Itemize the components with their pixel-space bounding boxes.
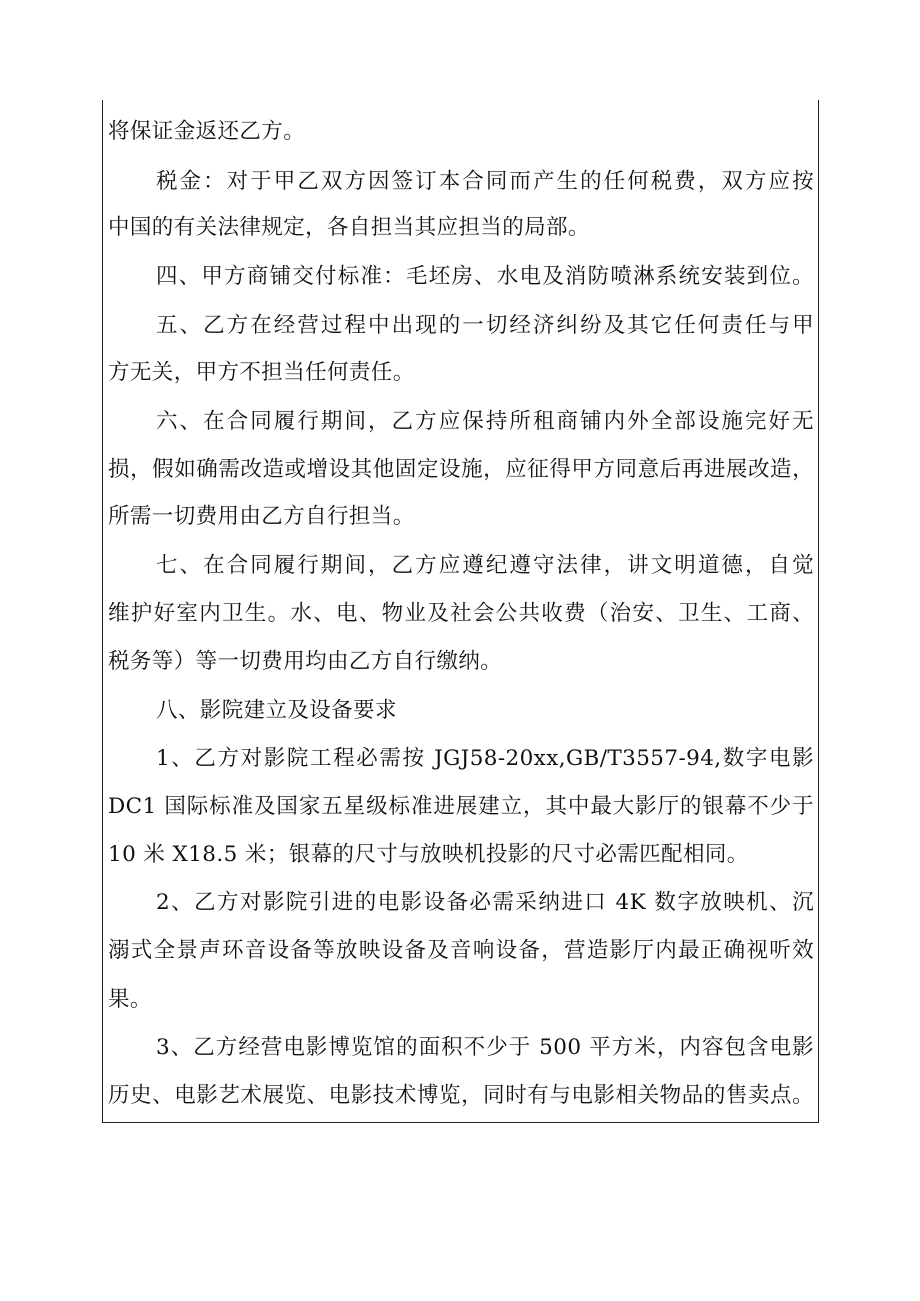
- text-line: 3、乙方经营电影博览馆的面积不少于 500 平方米，内容包含电影: [156, 1035, 814, 1060]
- text-line: 六、在合同履行期间，乙方应保持所租商铺内外全部设施完好无: [156, 409, 814, 434]
- text-line: 果。: [108, 987, 152, 1012]
- text-line: DC1 国际标准及国家五星级标准进展建立，其中最大影厅的银幕不少于: [108, 794, 814, 819]
- text-line: 中国的有关法律规定，各自担当其应担当的局部。: [108, 215, 590, 240]
- text-line: 八、影院建立及设备要求: [156, 698, 397, 723]
- text-line: 2、乙方对影院引进的电影设备必需采纳进口 4K 数字放映机、沉: [156, 890, 814, 915]
- text-line: 四、甲方商铺交付标准：毛坯房、水电及消防喷淋系统安装到位。: [156, 264, 814, 289]
- text-line: 损，假如确需改造或增设其他固定设施，应征得甲方同意后再进展改造，: [108, 457, 814, 482]
- text-line: 溺式全景声环音设备等放映设备及音响设备，营造影厅内最正确视听效: [108, 938, 814, 963]
- text-line: 1、乙方对影院工程必需按 JGJ58-20xx,GB/T3557-94,数字电影: [156, 746, 814, 771]
- text-line: 10 米 X18.5 米；银幕的尺寸与放映机投影的尺寸必需匹配相同。: [108, 842, 749, 867]
- text-line: 历史、电影艺术展览、电影技术博览，同时有与电影相关物品的售卖点。: [108, 1083, 814, 1108]
- text-line: 五、乙方在经营过程中出现的一切经济纠纷及其它任何责任与甲: [156, 313, 814, 338]
- text-line: 将保证金返还乙方。: [108, 119, 306, 144]
- text-line: 七、在合同履行期间，乙方应遵纪遵守法律，讲文明道德，自觉: [156, 553, 814, 578]
- text-line: 方无关，甲方不担当任何责任。: [108, 360, 415, 385]
- text-line: 税务等）等一切费用均由乙方自行缴纳。: [108, 649, 503, 674]
- text-line: 税金：对于甲乙双方因签订本合同而产生的任何税费，双方应按: [156, 169, 814, 194]
- text-line: 所需一切费用由乙方自行担当。: [108, 504, 415, 529]
- text-line: 维护好室内卫生。水、电、物业及社会公共收费（治安、卫生、工商、: [108, 601, 814, 626]
